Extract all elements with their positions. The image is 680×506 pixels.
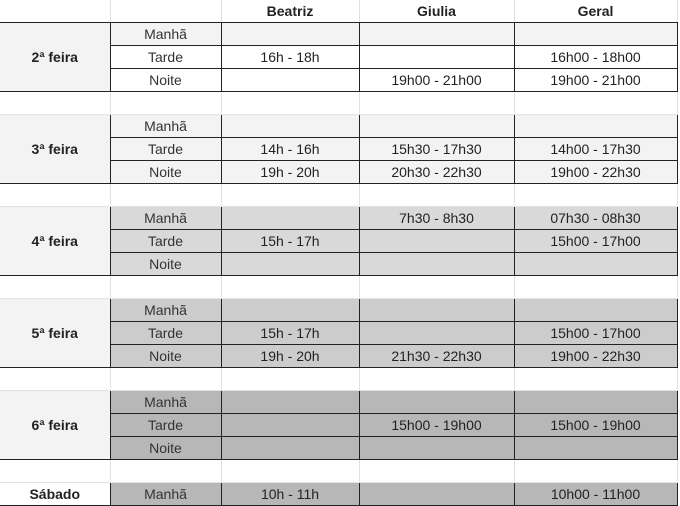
period-cell[interactable]: Manhã [110,483,221,506]
giulia-cell[interactable] [359,23,514,46]
spacer-row [0,460,677,483]
empty-cell[interactable] [359,276,514,299]
beatriz-cell[interactable] [221,391,359,414]
giulia-cell[interactable]: 21h30 - 22h30 [359,345,514,368]
empty-cell[interactable] [359,92,514,115]
geral-cell[interactable]: 15h00 - 17h00 [514,230,677,253]
empty-cell[interactable] [0,368,110,391]
header-cell-period[interactable] [110,0,221,23]
header-cell-beatriz[interactable]: Beatriz [221,0,359,23]
geral-cell[interactable]: 19h00 - 22h30 [514,345,677,368]
empty-cell[interactable] [514,184,677,207]
empty-cell[interactable] [221,276,359,299]
empty-cell[interactable] [110,460,221,483]
empty-cell[interactable] [0,184,110,207]
period-cell[interactable]: Noite [110,69,221,92]
geral-cell[interactable]: 19h00 - 21h00 [514,69,677,92]
giulia-cell[interactable]: 7h30 - 8h30 [359,207,514,230]
empty-cell[interactable] [110,184,221,207]
period-cell[interactable]: Manhã [110,299,221,322]
table-row [0,115,677,138]
period-cell[interactable]: Noite [110,345,221,368]
geral-cell[interactable]: 14h00 - 17h30 [514,138,677,161]
giulia-cell[interactable]: 15h30 - 17h30 [359,138,514,161]
table-row [0,207,677,230]
beatriz-cell[interactable] [221,437,359,460]
giulia-cell[interactable] [359,483,514,506]
geral-cell[interactable]: 15h00 - 19h00 [514,414,677,437]
day-label[interactable]: 6ª feira [0,391,110,460]
day-label[interactable]: 5ª feira [0,299,110,368]
giulia-cell[interactable] [359,230,514,253]
giulia-cell[interactable] [359,115,514,138]
day-label[interactable]: 3ª feira [0,115,110,184]
geral-cell[interactable] [514,299,677,322]
beatriz-cell[interactable]: 14h - 16h [221,138,359,161]
empty-cell[interactable] [110,92,221,115]
empty-cell[interactable] [221,92,359,115]
table-row [0,391,677,414]
giulia-cell[interactable]: 15h00 - 19h00 [359,414,514,437]
geral-cell[interactable]: 07h30 - 08h30 [514,207,677,230]
giulia-cell[interactable] [359,46,514,69]
beatriz-cell[interactable] [221,253,359,276]
giulia-cell[interactable] [359,391,514,414]
header-cell-giulia[interactable]: Giulia [359,0,514,23]
giulia-cell[interactable] [359,322,514,345]
beatriz-cell[interactable]: 19h - 20h [221,161,359,184]
beatriz-cell[interactable] [221,115,359,138]
beatriz-cell[interactable] [221,207,359,230]
empty-cell[interactable] [110,276,221,299]
period-cell[interactable]: Manhã [110,207,221,230]
empty-cell[interactable] [514,460,677,483]
header-cell-geral[interactable]: Geral [514,0,677,23]
empty-cell[interactable] [514,276,677,299]
giulia-cell[interactable] [359,299,514,322]
spacer-row [0,92,677,115]
beatriz-cell[interactable]: 19h - 20h [221,345,359,368]
period-cell[interactable]: Tarde [110,322,221,345]
empty-cell[interactable] [359,460,514,483]
geral-cell[interactable]: 16h00 - 18h00 [514,46,677,69]
beatriz-cell[interactable] [221,414,359,437]
period-cell[interactable]: Manhã [110,391,221,414]
beatriz-cell[interactable]: 16h - 18h [221,46,359,69]
empty-cell[interactable] [221,368,359,391]
table-row [0,299,677,322]
header-cell-day[interactable] [0,0,110,23]
period-cell[interactable]: Noite [110,253,221,276]
beatriz-cell[interactable] [221,299,359,322]
period-cell[interactable]: Tarde [110,414,221,437]
giulia-cell[interactable] [359,437,514,460]
beatriz-cell[interactable] [221,23,359,46]
empty-cell[interactable] [359,368,514,391]
giulia-cell[interactable] [359,253,514,276]
beatriz-cell[interactable]: 15h - 17h [221,230,359,253]
spacer-row [0,276,677,299]
header-row [0,0,677,23]
geral-cell[interactable]: 19h00 - 22h30 [514,161,677,184]
geral-cell[interactable] [514,437,677,460]
empty-cell[interactable] [110,368,221,391]
day-label[interactable]: 2ª feira [0,23,110,92]
geral-cell[interactable] [514,391,677,414]
table-row [0,23,677,46]
geral-cell[interactable] [514,253,677,276]
period-cell[interactable]: Tarde [110,230,221,253]
period-cell[interactable]: Noite [110,161,221,184]
period-cell[interactable]: Manhã [110,115,221,138]
spacer-row [0,368,677,391]
beatriz-cell[interactable] [221,69,359,92]
empty-cell[interactable] [0,460,110,483]
empty-cell[interactable] [514,368,677,391]
geral-cell[interactable] [514,115,677,138]
giulia-cell[interactable]: 19h00 - 21h00 [359,69,514,92]
empty-cell[interactable] [221,184,359,207]
geral-cell[interactable] [514,23,677,46]
day-label[interactable]: 4ª feira [0,207,110,276]
period-cell[interactable]: Noite [110,437,221,460]
geral-cell[interactable]: 15h00 - 17h00 [514,322,677,345]
empty-cell[interactable] [0,276,110,299]
spacer-row [0,184,677,207]
empty-cell[interactable] [0,92,110,115]
geral-cell[interactable]: 10h00 - 11h00 [514,483,677,506]
table-row [0,483,677,506]
period-cell[interactable]: Manhã [110,23,221,46]
empty-cell[interactable] [514,92,677,115]
period-cell[interactable]: Tarde [110,46,221,69]
beatriz-cell[interactable]: 10h - 11h [221,483,359,506]
beatriz-cell[interactable]: 15h - 17h [221,322,359,345]
empty-cell[interactable] [359,184,514,207]
giulia-cell[interactable]: 20h30 - 22h30 [359,161,514,184]
day-label[interactable]: Sábado [0,483,110,506]
period-cell[interactable]: Tarde [110,138,221,161]
empty-cell[interactable] [221,460,359,483]
